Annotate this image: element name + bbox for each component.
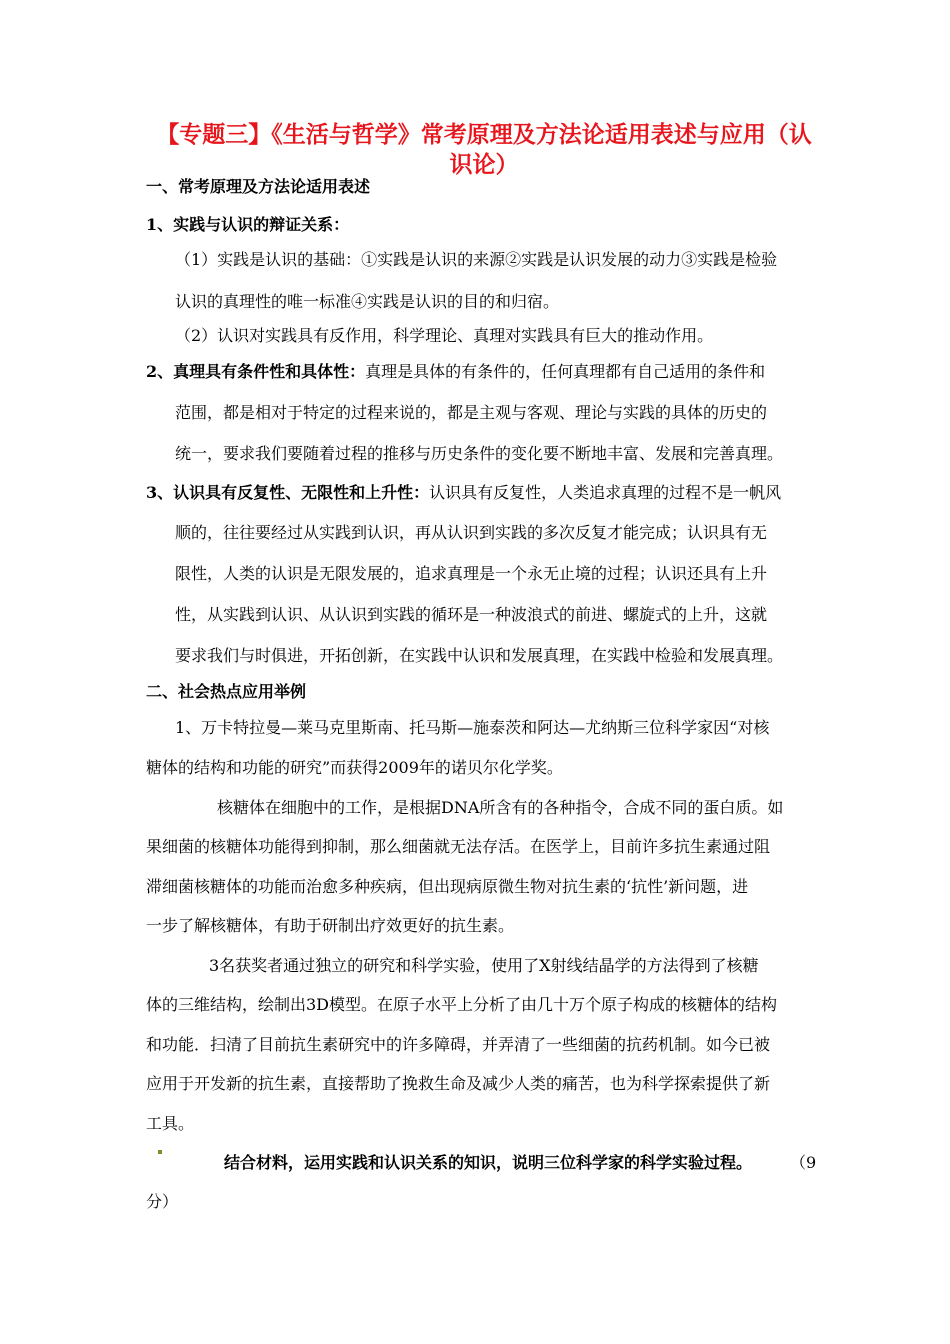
item3-line2: 顺的，往往要经过从实践到认识，再从认识到实践的多次反复才能完成；认识具有无 bbox=[175, 523, 768, 542]
s2-para3-line5: 工具。 bbox=[146, 1114, 195, 1133]
item3-line1 bbox=[146, 482, 781, 504]
s2-para1-line1: 1、万卡特拉曼—莱马克里斯南、托马斯—施泰茨和阿达—尤纳斯三位科学家因“对核 bbox=[175, 718, 770, 737]
item3-line3: 限性，人类的认识是无限发展的，追求真理是一个永无止境的过程；认识还具有上升 bbox=[175, 564, 768, 583]
s2-para1-line2: 糖体的结构和功能的研究”而获得2009年的诺贝尔化学奖。 bbox=[146, 758, 563, 777]
bullet-dot bbox=[158, 1150, 162, 1154]
section2-heading: 二、社会热点应用举例 bbox=[146, 682, 307, 701]
item1-para1-line2: 认识的真理性的唯一标准④实践是认识的目的和归宿。 bbox=[175, 292, 560, 311]
question-prompt: 结合材料，运用实践和认识关系的知识，说明三位科学家的科学实验过程。 bbox=[224, 1153, 753, 1172]
s2-para3-line1: 3名获奖者通过独立的研究和科学实验，使用了X射线结晶学的方法得到了核糖 bbox=[209, 956, 759, 975]
item3-text: 认识具有反复性，人类追求真理的过程不是一帆风 bbox=[429, 483, 782, 502]
s2-para2-line1: 核糖体在细胞中的工作，是根据DNA所含有的各种指令，合成不同的蛋白质。如 bbox=[217, 798, 784, 817]
s2-para2-line3: 滞细菌核糖体的功能而治愈多种疾病，但出现病原微生物对抗生素的‘抗性’新问题，进 bbox=[146, 877, 749, 896]
item3-line4: 性，从实践到认识、从认识到实践的循环是一种波浪式的前进、螺旋式的上升，这就 bbox=[175, 605, 768, 624]
item2-line2: 范围，都是相对于特定的过程来说的，都是主观与客观、理论与实践的具体的历史的 bbox=[175, 403, 768, 422]
s2-para3-line3: 和功能．扫清了目前抗生素研究中的许多障碍，并弄清了一些细菌的抗药机制。如今已被 bbox=[146, 1035, 771, 1054]
item3-heading: 3、认识具有反复性、无限性和上升性： bbox=[146, 483, 430, 502]
section1-heading: 一、常考原理及方法论适用表述 bbox=[146, 177, 371, 196]
question-score-open: （9 bbox=[790, 1153, 817, 1172]
item1-para2: （2）认识对实践具有反作用，科学理论、真理对实践具有巨大的推动作用。 bbox=[175, 326, 714, 345]
item1-para1-line1: （1）实践是认识的基础：①实践是认识的来源②实践是认识发展的动力③实践是检验 bbox=[175, 250, 778, 269]
s2-para2-line4: 一步了解核糖体，有助于研制出疗效更好的抗生素。 bbox=[146, 916, 515, 935]
s2-para3-line4: 应用于开发新的抗生素，直接帮助了挽救生命及减少人类的痛苦，也为科学探索提供了新 bbox=[146, 1074, 771, 1093]
s2-para3-line2: 体的三维结构，绘制出3D模型。在原子水平上分析了由几十万个原子构成的核糖体的结构 bbox=[146, 995, 778, 1014]
item2-text: 真理是具体的有条件的，任何真理都有自己适用的条件和 bbox=[365, 362, 766, 381]
item1-heading: 1、实践与认识的辩证关系： bbox=[146, 215, 350, 234]
item2-line3: 统一，要求我们要随着过程的推移与历史条件的变化要不断地丰富、发展和完善真理。 bbox=[175, 444, 784, 463]
page-title: 【专题三】《生活与哲学》常考原理及方法论适用表述与应用（认识论） bbox=[156, 121, 812, 178]
item3-line5: 要求我们与时俱进，开拓创新，在实践中认识和发展真理，在实践中检验和发展真理。 bbox=[175, 646, 784, 665]
item2-line1 bbox=[146, 361, 765, 383]
item2-heading: 2、真理具有条件性和具体性： bbox=[146, 362, 366, 381]
question-score-close: 分） bbox=[146, 1192, 179, 1211]
s2-para2-line2: 果细菌的核糖体功能得到抑制，那么细菌就无法存活。在医学上，目前许多抗生素通过阻 bbox=[146, 837, 771, 856]
